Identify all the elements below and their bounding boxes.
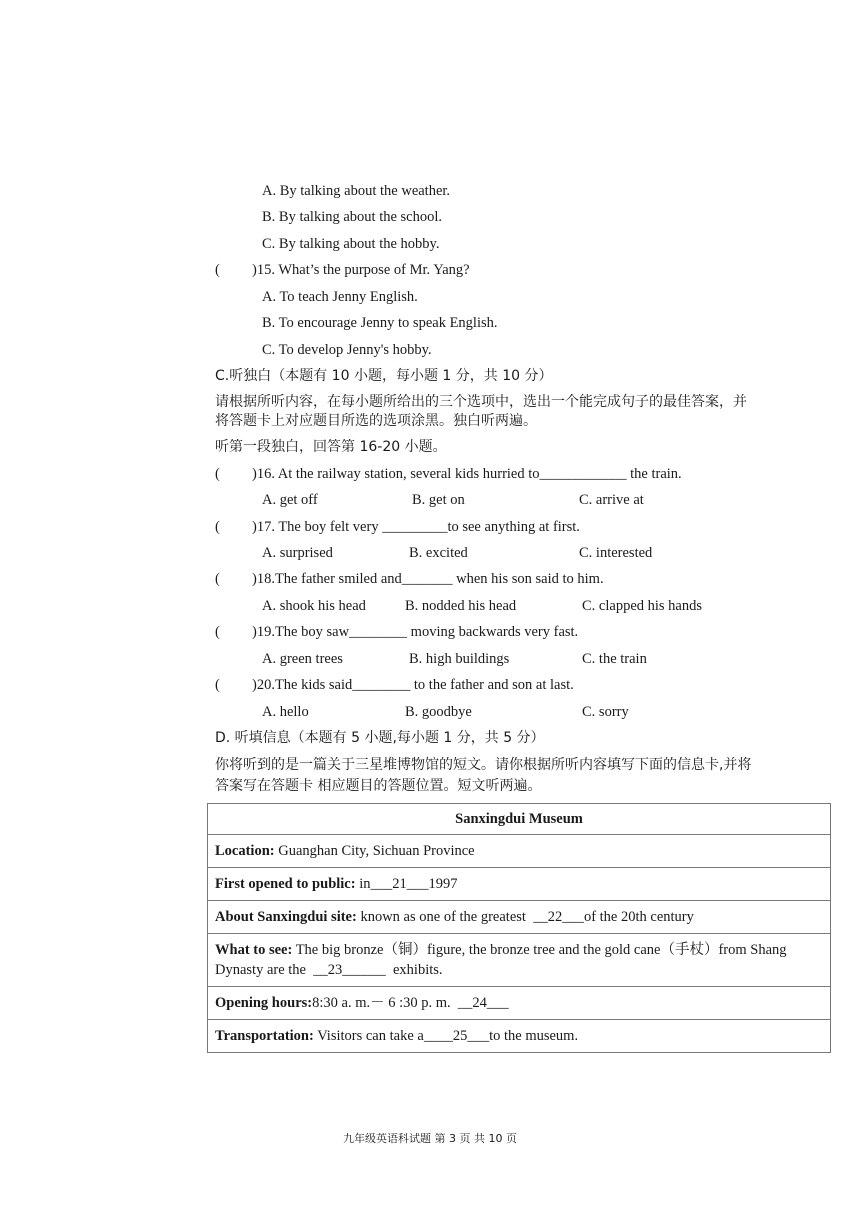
question-stem: )18.The father smiled and_______ when his son said to him. xyxy=(252,571,604,587)
option-c: C. arrive at xyxy=(579,492,644,508)
option-c: C. sorry xyxy=(582,704,629,720)
question-stem: )15. What’s the purpose of Mr. Yang? xyxy=(252,262,470,278)
blank-21[interactable]: ___21___ xyxy=(370,876,429,892)
question-stem: )20.The kids said________ to the father and son at last. xyxy=(252,677,574,693)
option-b: B. nodded his head xyxy=(405,598,517,614)
see-text-cont: Dynasty are the xyxy=(215,962,314,978)
opened-label: First opened to public: xyxy=(215,876,356,892)
location-label: Location: xyxy=(215,843,275,859)
section-d-instruction-cont: 答案写在答题卡 相应题目的答题位置。短文听两遍。 xyxy=(215,778,542,794)
option-a: A. surprised xyxy=(262,545,333,561)
answer-paren[interactable]: ( xyxy=(215,624,220,640)
option-c: C. the train xyxy=(582,651,647,667)
question-stem: )17. The boy felt very _________to see anything at first. xyxy=(252,519,580,535)
table-row-transport xyxy=(208,1020,831,1053)
table-title: Sanxingdui Museum xyxy=(208,804,831,835)
option-a: A. get off xyxy=(262,492,318,508)
section-c-title: C.听独白（本题有 10 小题，每小题 1 分，共 10 分） xyxy=(215,368,553,384)
transport-pre: Visitors can take a xyxy=(313,1028,424,1044)
option-b: B. goodbye xyxy=(405,704,472,720)
location-value: Guanghan City, Sichuan Province xyxy=(274,843,475,859)
table-row-opened xyxy=(208,868,831,901)
about-pre: known as one of the greatest xyxy=(356,909,534,925)
answer-paren[interactable]: ( xyxy=(215,466,220,482)
opened-year: 1997 xyxy=(428,876,458,892)
q14-option-a: A. By talking about the weather. xyxy=(262,183,451,199)
option-b: B. high buildings xyxy=(409,651,510,667)
q15-option-a: A. To teach Jenny English. xyxy=(262,289,418,305)
option-a: A. hello xyxy=(262,704,309,720)
answer-paren[interactable]: ( xyxy=(215,571,220,587)
table-row-hours xyxy=(208,987,831,1020)
about-label: About Sanxingdui site: xyxy=(215,909,357,925)
section-c-instruction: 请根据所听内容，在每小题所给出的三个选项中，选出一个能完成句子的最佳答案，并 xyxy=(215,394,747,410)
answer-paren[interactable]: ( xyxy=(215,677,220,693)
section-c-instruction-cont: 将答题卡上对应题目所选的选项涂黑。独白听两遍。 xyxy=(215,413,537,429)
answer-paren[interactable]: ( xyxy=(215,519,220,535)
q14-option-b: B. By talking about the school. xyxy=(262,209,443,225)
see-text: The big bronze（铜）figure, the bronze tree and the gold cane（手杖）from Shang xyxy=(292,942,787,958)
option-b: B. get on xyxy=(412,492,465,508)
option-c: C. interested xyxy=(579,545,653,561)
q15-option-c: C. To develop Jenny's hobby. xyxy=(262,342,432,358)
see-label: What to see: xyxy=(215,942,293,958)
hours-value: 8:30 a. m.－ 6 :30 p. m. xyxy=(312,995,458,1011)
hours-label: Opening hours: xyxy=(215,995,313,1011)
table-row-location xyxy=(208,835,831,868)
question-stem: )19.The boy saw________ moving backwards very fast. xyxy=(252,624,579,640)
transport-label: Transportation: xyxy=(215,1028,314,1044)
transport-post: to the museum. xyxy=(489,1028,579,1044)
blank-22[interactable]: __22___ xyxy=(533,909,584,925)
q15-option-b: B. To encourage Jenny to speak English. xyxy=(262,315,498,331)
about-post: of the 20th century xyxy=(583,909,694,925)
opened-pre: in xyxy=(355,876,371,892)
page-footer: 九年级英语科试题 第 3 页 共 10 页 xyxy=(343,1132,517,1145)
blank-23[interactable]: __23______ xyxy=(313,962,386,978)
option-b: B. excited xyxy=(409,545,468,561)
table-row-see xyxy=(208,934,831,987)
q14-option-c: C. By talking about the hobby. xyxy=(262,236,440,252)
option-a: A. green trees xyxy=(262,651,343,667)
table-row-about xyxy=(208,901,831,934)
info-card-table xyxy=(207,803,831,1053)
answer-paren[interactable]: ( xyxy=(215,262,220,278)
section-c-subtitle: 听第一段独白，回答第 16-20 小题。 xyxy=(215,439,447,455)
see-text-end: exhibits. xyxy=(385,962,443,978)
section-d-title: D. 听填信息（本题有 5 小题,每小题 1 分，共 5 分） xyxy=(215,730,545,746)
blank-25[interactable]: ____25___ xyxy=(423,1028,490,1044)
question-stem: )16. At the railway station, several kids hurried to____________ the train. xyxy=(252,466,682,482)
option-a: A. shook his head xyxy=(262,598,366,614)
section-d-instruction: 你将听到的是一篇关于三星堆博物馆的短文。请你根据所听内容填写下面的信息卡,并将 xyxy=(215,757,752,773)
option-c: C. clapped his hands xyxy=(582,598,703,614)
blank-24[interactable]: __24___ xyxy=(457,995,509,1011)
